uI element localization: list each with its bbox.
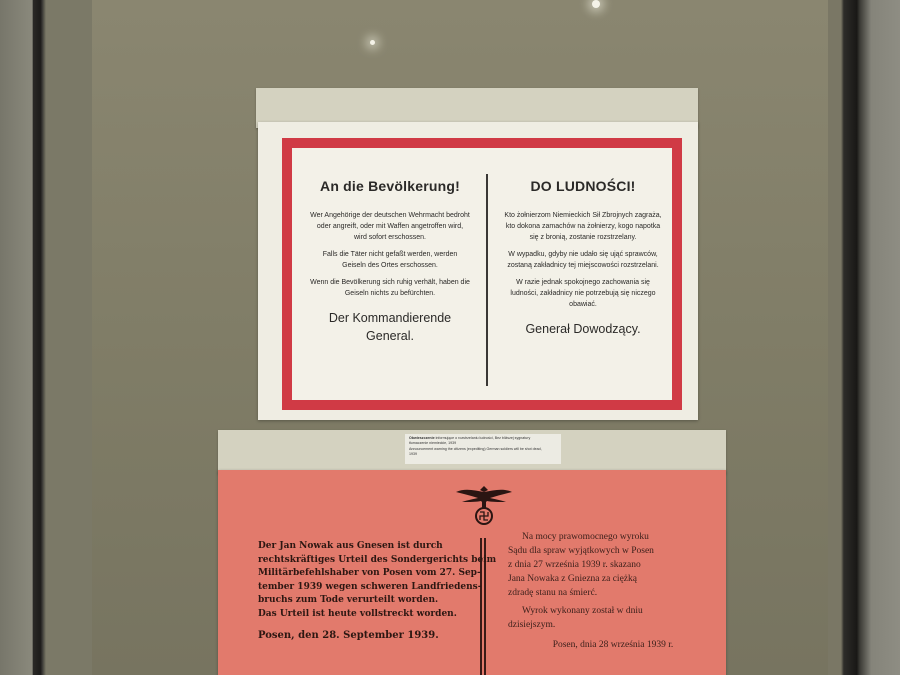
german-notice-line: Militärbefehlshaber von Posen vom 27. Sep- [258, 568, 481, 578]
polish-notice [508, 530, 718, 652]
german-heading: An die Bevölkerung! [320, 178, 460, 194]
polish-notice-line: Sądu dla spraw wyjątkowych w Posen [508, 546, 654, 556]
german-signature-line1: Der Kommandierende [328, 311, 452, 325]
german-notice-line: Der Jan Nowak aus Gnesen ist durch [258, 541, 443, 551]
caption-text: informujące o rozstrzelaniu ludności, Bez bliższej sygnatury [434, 436, 531, 440]
caption-line: tłumaczenie niemieckie, 1939 [409, 440, 457, 445]
polish-signature: Generał Dowodzący. [525, 322, 641, 336]
german-proclamation [310, 178, 470, 345]
german-paragraph: Wenn die Bevölkerung sich ruhig verhält, haben die Geiseln nichts zu befürchten. [310, 279, 470, 297]
german-paragraph: Wer Angehörige der deutschen Wehrmacht bedroht oder angreift, oder mit Waffen angetroffen wird, wird sofort erschossen. [310, 212, 470, 241]
german-notice [258, 540, 497, 643]
polish-paragraph: W razie jednak spokojnego zachowania się ludności, zakładnicy nie potrzebują się niczego obawiać. [510, 279, 656, 308]
execution-notice-poster [218, 470, 726, 675]
vitrine-frame-right [828, 0, 900, 675]
caption-line: Announcement warning the citizens (expediting) German soldiers will be shot dead, [409, 447, 542, 452]
polish-paragraph: W wypadku, gdyby nie udało się ująć sprawców, zostaną zakładnicy tej miejscowości rozstrzelani. [507, 251, 659, 269]
polish-heading: DO LUDNOŚCI! [530, 178, 636, 194]
ceiling-light-reflection [592, 0, 600, 8]
german-signature [310, 309, 470, 345]
polish-notice-line: dzisiejszym. [508, 620, 556, 630]
polish-paragraph: Kto żołnierzom Niemieckich Sił Zbrojnych zagraża, kto dokona zamachów na żołnierzy, kogo napotka się z bronią, zostanie rozstrzelany. [504, 212, 662, 241]
german-signature-line2: General. [366, 329, 414, 343]
eagle-emblem-icon [454, 480, 514, 526]
polish-proclamation [502, 178, 664, 338]
german-notice-line: rechtskräftiges Urteil des Sondergerichts beim [258, 554, 497, 565]
polish-notice-line: zdradę stanu na śmierć. [508, 588, 598, 598]
polish-notice-line: Jana Nowaka z Gniezna za ciężką [508, 574, 637, 584]
polish-notice-line: z dnia 27 września 1939 r. skazano [508, 560, 641, 570]
polish-notice-date: Posen, dnia 28 września 1939 r. [552, 640, 674, 650]
vitrine-frame-left [0, 0, 92, 675]
german-paragraph: Falls die Täter nicht gefaßt werden, werden Geiseln des Ortes erschossen. [322, 251, 458, 269]
german-notice-date: Posen, den 28. September 1939. [258, 630, 439, 641]
caption-line: 1939 [409, 451, 417, 456]
polish-notice-line: Wyrok wykonany został w dniu [522, 606, 643, 616]
proclamation-poster [258, 122, 698, 420]
polish-notice-line: Na mocy prawomocnego wyroku [522, 532, 649, 542]
caption-title: Obwieszczenie [409, 436, 435, 440]
museum-caption-label [405, 434, 561, 464]
german-notice-line: bruchs zum Tode verurteilt worden. [258, 595, 439, 605]
poster-column-divider [486, 174, 488, 386]
german-notice-line: tember 1939 wegen schweren Landfriedens- [258, 581, 482, 592]
german-notice-line: Das Urteil ist heute vollstreckt worden. [258, 608, 457, 619]
ceiling-light-reflection [370, 40, 375, 45]
